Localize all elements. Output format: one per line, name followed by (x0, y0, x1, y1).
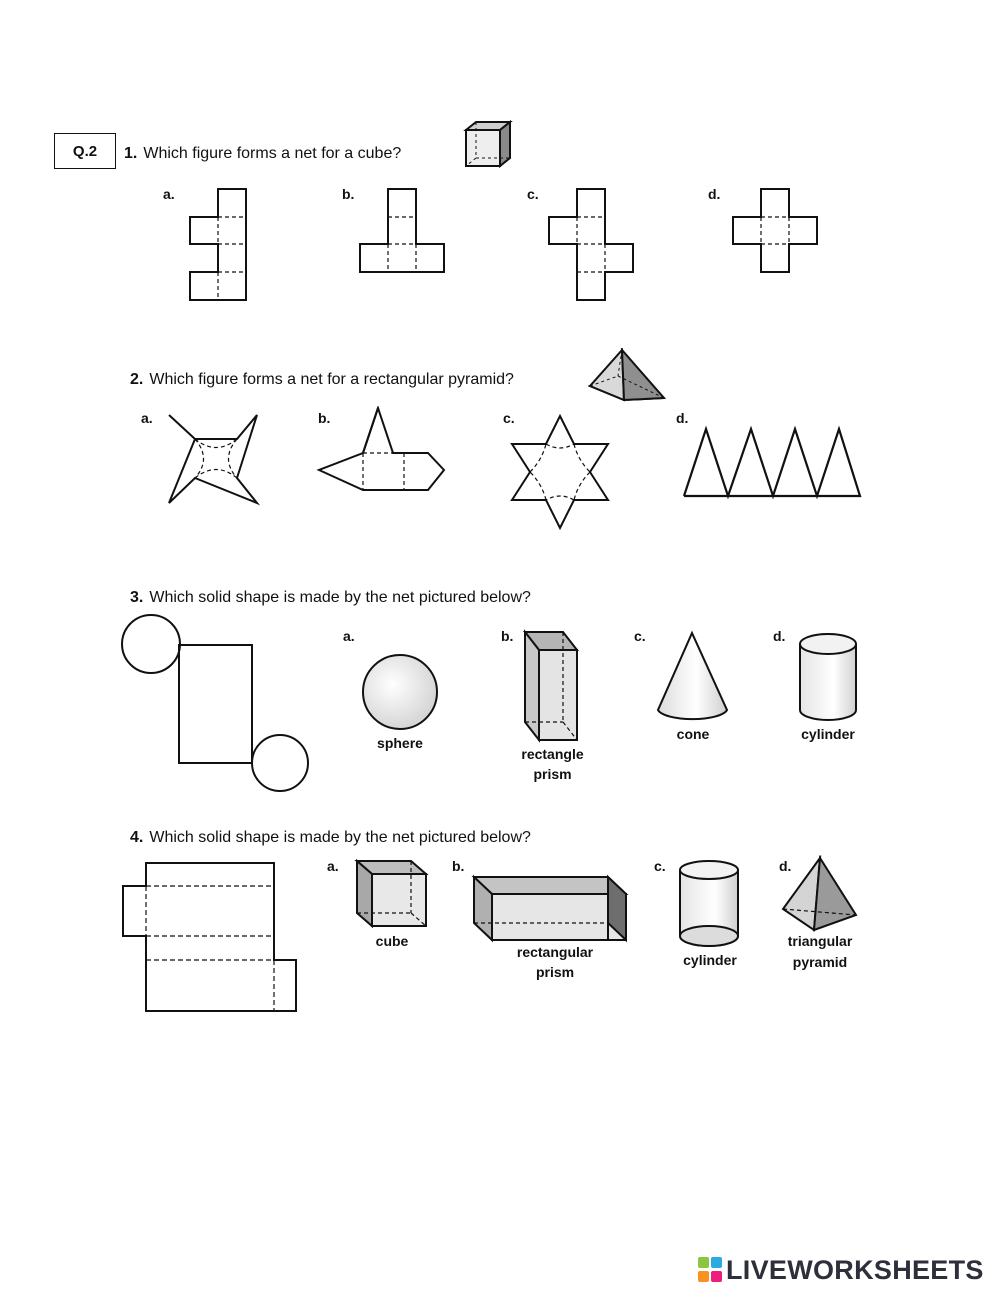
caption-cylinder-q4: cylinder (683, 952, 737, 968)
q2-option-b-label[interactable]: b. (318, 410, 331, 426)
caption-rectangle: rectangle (521, 746, 584, 762)
question-4-text: Which solid shape is made by the net pictured below? (149, 829, 531, 846)
question-1-number: 1. (124, 145, 138, 162)
q4-option-c-label[interactable]: c. (654, 858, 666, 874)
q4-net (120, 860, 300, 1016)
caption-prism-q3: prism (533, 766, 572, 782)
q2-option-d-label[interactable]: d. (676, 410, 689, 426)
brand-name: LIVEWORKSHEETS (726, 1254, 984, 1285)
q2-net-b[interactable] (316, 406, 446, 496)
q1-option-b-label[interactable]: b. (342, 186, 355, 202)
q4-option-d-label[interactable]: d. (779, 858, 792, 874)
q3-option-d-label[interactable]: d. (773, 628, 786, 644)
caption-sphere: sphere (377, 735, 423, 751)
cylinder-icon-q3[interactable] (796, 630, 860, 726)
sphere-icon[interactable] (360, 652, 440, 732)
q2-option-c-label[interactable]: c. (503, 410, 515, 426)
q3-option-a-label[interactable]: a. (343, 628, 355, 644)
q1-net-c[interactable] (545, 186, 637, 304)
q2-net-c[interactable] (508, 414, 612, 530)
question-2-text: Which figure forms a net for a rectangular pyramid? (149, 371, 514, 388)
q1-net-d[interactable] (729, 186, 821, 276)
cone-icon[interactable] (655, 630, 731, 726)
question-label: Q.2 (72, 142, 98, 160)
question-4 (130, 829, 531, 847)
q4-option-b-label[interactable]: b. (452, 858, 465, 874)
rectangular-prism-icon[interactable] (471, 874, 629, 944)
caption-prism-q4: prism (535, 964, 575, 980)
caption-cube: cube (375, 933, 409, 949)
q3-net (120, 612, 312, 794)
q1-option-c-label[interactable]: c. (527, 186, 539, 202)
caption-pyramid: pyramid (792, 954, 848, 970)
q1-net-b[interactable] (356, 186, 448, 276)
question-2-number: 2. (130, 371, 144, 388)
cube-icon-q4[interactable] (354, 858, 430, 930)
caption-triangular: triangular (787, 933, 853, 949)
question-3-text: Which solid shape is made by the net pictured below? (149, 589, 531, 606)
cylinder-icon-q4[interactable] (676, 858, 742, 950)
question-1 (124, 145, 401, 163)
q3-option-b-label[interactable]: b. (501, 628, 514, 644)
q2-net-d[interactable] (681, 426, 863, 500)
question-3 (130, 589, 531, 607)
question-3-number: 3. (130, 589, 144, 606)
q4-option-a-label[interactable]: a. (327, 858, 339, 874)
triangular-pyramid-icon[interactable] (780, 855, 860, 935)
caption-cone: cone (676, 726, 710, 742)
q3-option-c-label[interactable]: c. (634, 628, 646, 644)
liveworksheets-logo-icon (697, 1256, 723, 1284)
q2-net-a[interactable] (162, 412, 262, 506)
q1-option-a-label[interactable]: a. (163, 186, 175, 202)
q2-option-a-label[interactable]: a. (141, 410, 153, 426)
rectangle-prism-icon[interactable] (522, 628, 580, 744)
pyramid-icon (588, 348, 668, 402)
question-label-box (54, 133, 116, 169)
q1-option-d-label[interactable]: d. (708, 186, 721, 202)
liveworksheets-logo (697, 1254, 984, 1286)
question-2 (130, 371, 514, 389)
caption-cylinder-q3: cylinder (801, 726, 855, 742)
question-4-number: 4. (130, 829, 144, 846)
q1-net-a[interactable] (185, 186, 249, 304)
cube-icon (462, 120, 514, 170)
caption-rectangular: rectangular (516, 944, 594, 960)
question-1-text: Which figure forms a net for a cube? (143, 145, 402, 162)
